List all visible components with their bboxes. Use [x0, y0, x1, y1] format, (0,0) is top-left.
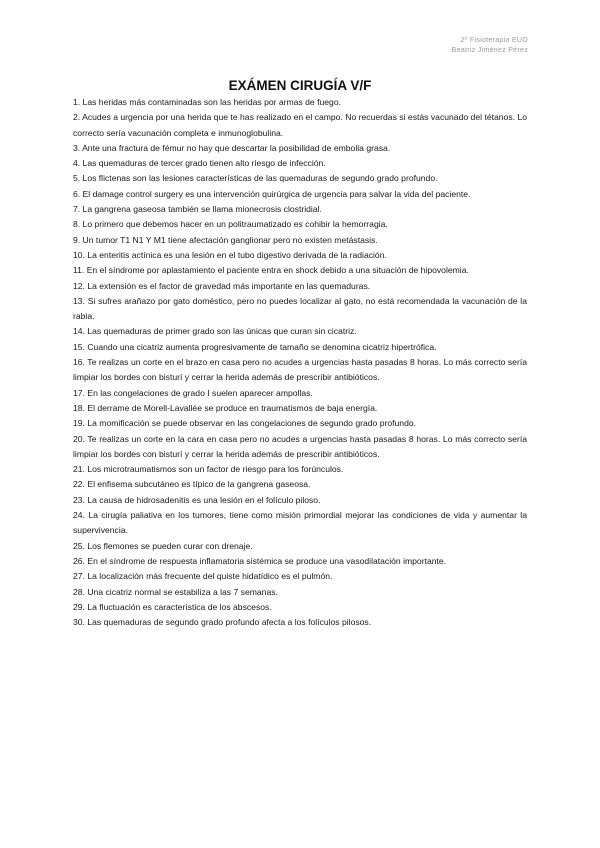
question-item: 25. Los flemones se pueden curar con drenaje.	[73, 540, 253, 551]
question-item: 21. Los microtraumatismos son un factor de riesgo para los forúnculos.	[73, 464, 344, 475]
header-author: Beatriz Jiménez Pérez	[451, 46, 528, 54]
question-item: 22. El enfisema subcutáneo es típico de la gangrena gaseosa.	[73, 479, 311, 490]
question-item: 6. El damage control surgery es una intervención quirúrgica de urgencia para salvar la vida del paciente.	[73, 188, 471, 199]
question-item: 18. El derrame de Morell-Lavallée se produce en traumatismos de baja energía.	[73, 402, 378, 413]
question-item: 7. La gangrena gaseosa también se llama mionecrosis clostridial.	[73, 204, 322, 215]
question-item: 13. Si sufres arañazo por gato doméstico, pero no puedes localizar al gato, no está recomendada la vacunación de la rabia.	[73, 295, 527, 322]
question-item: 4. Las quemaduras de tercer grado tienen alto riesgo de infección.	[73, 158, 326, 169]
question-item: 23. La causa de hidrosadenitis es una lesión en el folículo piloso.	[73, 494, 321, 505]
question-item: 17. En las congelaciones de grado I suelen aparecer ampollas.	[73, 387, 313, 398]
question-item: 2. Acudes a urgencia por una herida que te has realizado en el campo. No recuerdas si estás vacunado del tétanos. Lo correcto sería vacunación completa e inmunoglobulina.	[73, 112, 527, 138]
question-item: 1. Las heridas más contaminadas son las heridas por armas de fuego.	[73, 97, 341, 107]
question-item: 20. Te realizas un corte en la cara en casa pero no acudes a urgencias hasta pasadas 8 horas. Lo más correcto sería limpiar los bordes con bisturí y cerrar la herida además de prescribir antibióticos.	[73, 433, 527, 459]
question-item: 19. La momificación se puede observar en las congelaciones de segundo grado profundo.	[73, 418, 417, 429]
question-list	[73, 95, 527, 630]
question-item: 3. Ante una fractura de fémur no hay que descartar la posibilidad de embolia grasa.	[73, 142, 391, 153]
question-item: 10. La enteritis actínica es una lesión en el tubo digestivo derivada de la radiación.	[73, 249, 387, 260]
question-item: 12. La extensión es el factor de gravedad más importante en las quemaduras.	[73, 280, 371, 291]
page-title: EXÁMEN CIRUGÍA V/F	[228, 78, 372, 93]
question-item: 11. En el síndrome por aplastamiento el paciente entra en shock debido a una situación de hipovolemia.	[73, 265, 469, 276]
question-item: 15. Cuando una cicatriz aumenta progresivamente de tamaño se denomina cicatriz hipertrófica.	[73, 341, 437, 352]
question-item: 9. Un tumor T1 N1 Y M1 tiene afectación ganglionar pero no existen metástasis.	[73, 234, 378, 245]
question-item: 5. Los flictenas son las lesiones características de las quemaduras de segundo grado profundo.	[73, 173, 438, 184]
header-course: 2º Fisioterapia EUO	[460, 37, 528, 44]
question-item: 16. Te realizas un corte en el brazo en casa pero no acudes a urgencias hasta pasadas 8 horas. Lo más correcto sería limpiar los bordes con bisturí y cerrar la herida además de prescribir antibióticos.	[73, 357, 527, 383]
question-item: 28. Una cicatriz normal se estabiliza a las 7 semanas.	[73, 586, 278, 597]
question-item: 27. La localización más frecuente del quiste hidatídico es el pulmón.	[73, 571, 333, 582]
question-item: 8. Lo primero que debemos hacer en un politraumatizado es cohibir la hemorragia.	[73, 219, 388, 230]
question-item: 30. Las quemaduras de segundo grado profundo afecta a los folículos pilosos.	[73, 617, 372, 628]
question-item: 24. La cirugía paliativa en los tumores, tiene como misión primordial mejorar las condiciones de vida y aumentar la supervivencia.	[73, 510, 527, 536]
question-item: 26. En el síndrome de respuesta inflamatoria sistémica se produce una vasodilatación importante.	[73, 555, 447, 566]
question-item: 14. Las quemaduras de primer grado son las únicas que curan sin cicatriz.	[73, 326, 357, 337]
author-header	[452, 36, 528, 55]
question-item: 29. La fluctuación es característica de los abscesos.	[73, 601, 272, 612]
